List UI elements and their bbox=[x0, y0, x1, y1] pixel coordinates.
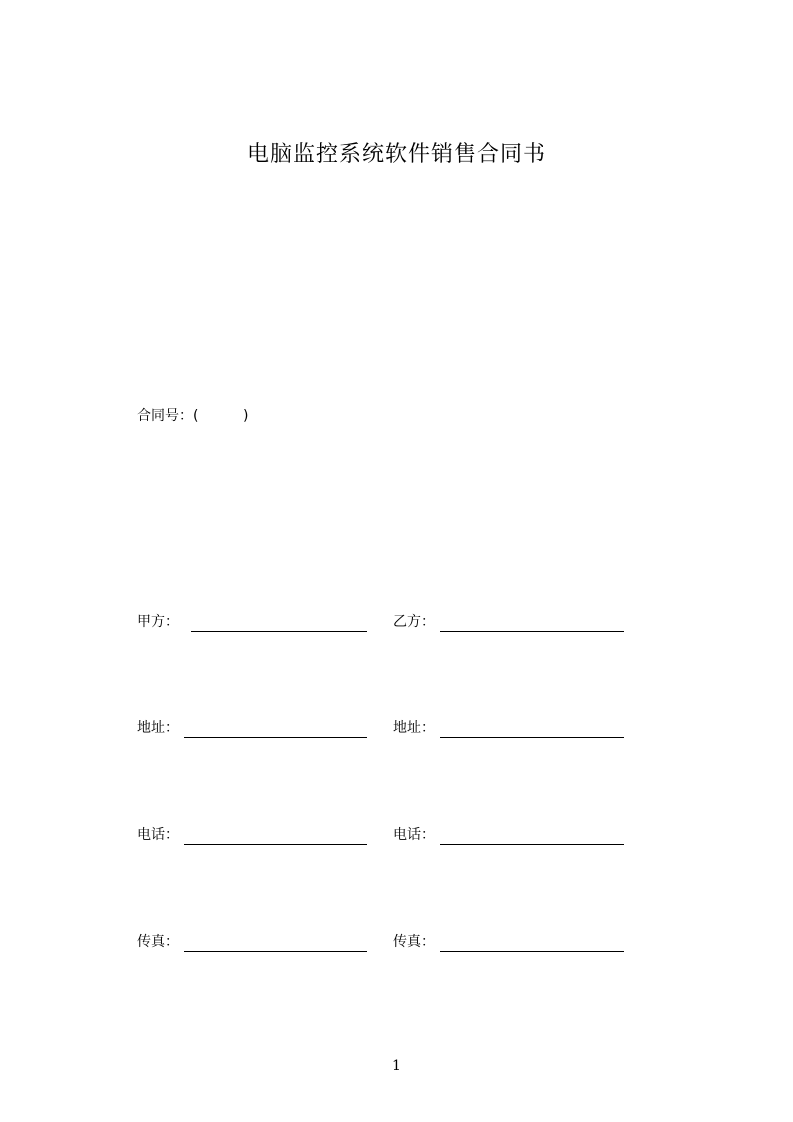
address-b-field bbox=[393, 718, 625, 740]
fax-b-field bbox=[393, 932, 625, 954]
party-b-blank-line bbox=[440, 631, 624, 632]
fax-a-label: 传真： bbox=[137, 934, 179, 950]
phone-a-blank-line bbox=[184, 844, 367, 845]
party-a-blank-line bbox=[191, 631, 367, 632]
address-b-blank-line bbox=[440, 737, 624, 738]
phone-b-field bbox=[393, 825, 625, 847]
fax-a-blank-line bbox=[184, 951, 367, 952]
party-a-field bbox=[137, 612, 369, 634]
fax-b-label: 传真： bbox=[393, 934, 435, 950]
page-number: 1 bbox=[392, 1058, 401, 1074]
document-title: 电脑监控系统软件销售合同书 bbox=[246, 142, 546, 167]
address-b-label: 地址： bbox=[393, 720, 435, 736]
phone-a-label: 电话： bbox=[137, 827, 179, 843]
phone-b-label: 电话： bbox=[393, 827, 435, 843]
party-b-label: 乙方： bbox=[393, 614, 435, 630]
party-b-field bbox=[393, 612, 625, 634]
fax-b-blank-line bbox=[440, 951, 624, 952]
phone-b-blank-line bbox=[440, 844, 624, 845]
fax-a-field bbox=[137, 932, 369, 954]
contract-number-label: 合同号：( ) bbox=[137, 408, 249, 424]
address-a-field bbox=[137, 718, 369, 740]
party-a-label: 甲方： bbox=[137, 614, 179, 630]
address-a-label: 地址： bbox=[137, 720, 179, 736]
phone-a-field bbox=[137, 825, 369, 847]
address-a-blank-line bbox=[184, 737, 367, 738]
